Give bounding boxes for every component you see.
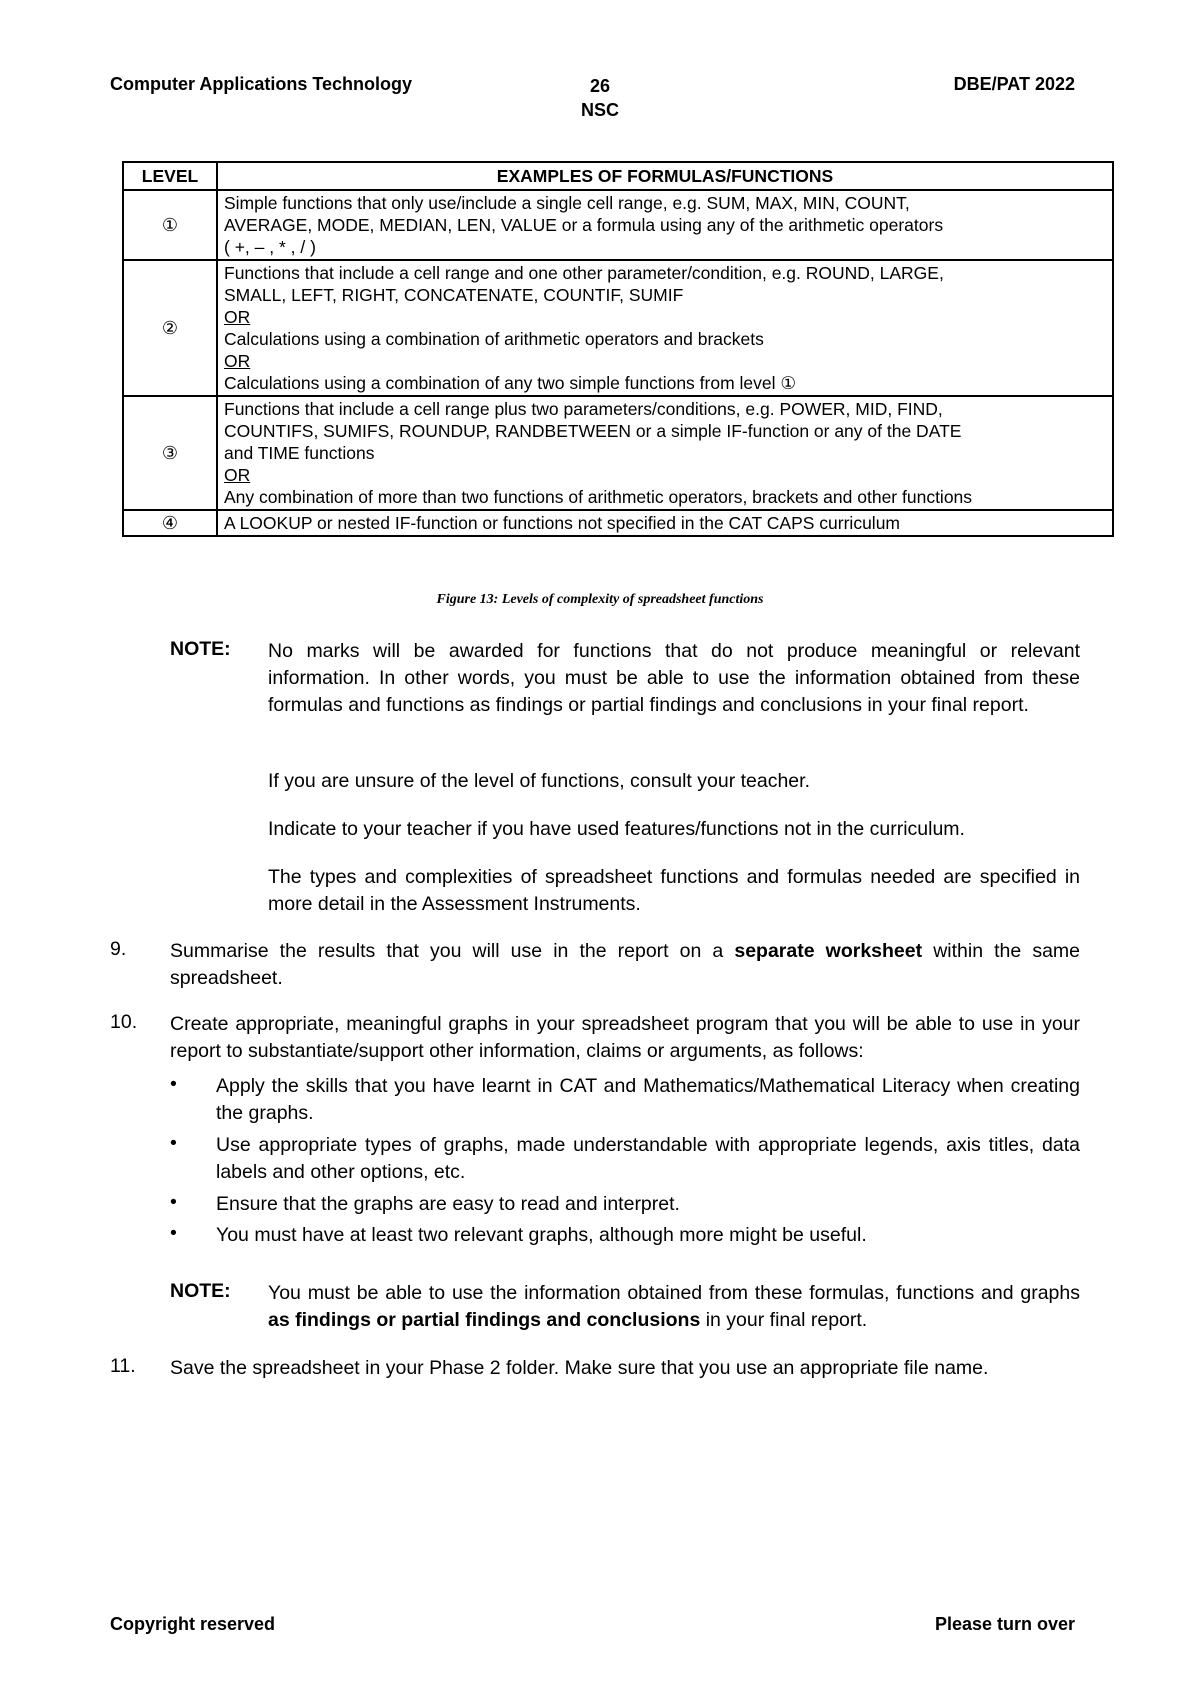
- note-label: NOTE:: [170, 638, 231, 660]
- level-2-line: Functions that include a cell range and one other parameter/condition, e.g. ROUND, LARGE,: [224, 263, 944, 283]
- header-nsc: NSC: [580, 100, 619, 120]
- item-9-text: [170, 938, 1080, 992]
- bullet-icon: •: [170, 1222, 177, 1244]
- function-levels-table: [122, 161, 1114, 537]
- or-separator: OR: [224, 307, 251, 327]
- bullet-icon: •: [170, 1073, 177, 1095]
- or-separator: OR: [224, 351, 251, 371]
- table-row-level-1: [123, 190, 1113, 260]
- level-2-line: SMALL, LEFT, RIGHT, CONCATENATE, COUNTIF, SUMIF: [224, 285, 684, 305]
- level-1-marker: ①: [123, 190, 217, 260]
- level-2-line: Calculations using a combination of any two simple functions from level ①: [224, 373, 797, 393]
- item-9-text-start: Summarise the results that you will use in the report on a: [170, 940, 735, 962]
- footer-turn-over: Please turn over: [934, 1614, 1075, 1634]
- note-2-text-start: You must be able to use the information obtained from these formulas, functions and graphs: [268, 1282, 1080, 1304]
- level-4-line: A LOOKUP or nested IF-function or functions not specified in the CAT CAPS curriculum: [224, 513, 901, 533]
- column-header-level: LEVEL: [123, 162, 217, 190]
- item-number: 9.: [110, 938, 127, 960]
- bullet-icon: •: [170, 1132, 177, 1154]
- level-3-line: Any combination of more than two functions of arithmetic operators, brackets and other functions: [224, 487, 973, 507]
- level-2-marker: ②: [123, 260, 217, 396]
- note-paragraph: If you are unsure of the level of functions, consult your teacher.: [268, 770, 810, 792]
- header-page-number: [560, 74, 640, 122]
- note-paragraph: [268, 1280, 1080, 1334]
- bullet-item: Apply the skills that you have learnt in CAT and Mathematics/Mathematical Literacy when creating the graphs.: [216, 1075, 1080, 1124]
- header-exam-code: DBE/PAT 2022: [953, 74, 1075, 94]
- bullet-icon: •: [170, 1191, 177, 1213]
- note-label: NOTE:: [170, 1280, 231, 1302]
- column-header-examples: EXAMPLES OF FORMULAS/FUNCTIONS: [217, 162, 1113, 190]
- footer-copyright: Copyright reserved: [110, 1614, 276, 1634]
- level-1-line: AVERAGE, MODE, MEDIAN, LEN, VALUE or a formula using any of the arithmetic operators: [224, 215, 944, 235]
- level-2-examples: [217, 260, 1113, 396]
- level-3-line: Functions that include a cell range plus two parameters/conditions, e.g. POWER, MID, FIND,: [224, 399, 943, 419]
- table-header-row: [123, 162, 1113, 190]
- table-row-level-4: [123, 510, 1113, 536]
- note-paragraph: No marks will be awarded for functions that do not produce meaningful or relevant information. In other words, you must be able to use the information obtained from these formulas and functions as findings or partial findings and conclusions in your final report.: [268, 640, 1080, 716]
- table-row-level-3: [123, 396, 1113, 510]
- note-paragraph: The types and complexities of spreadsheet functions and formulas needed are specified in more detail in the Assessment Instruments.: [268, 866, 1080, 915]
- level-1-examples: [217, 190, 1113, 260]
- item-11-text: Save the spreadsheet in your Phase 2 folder. Make sure that you use an appropriate file name.: [170, 1357, 989, 1379]
- item-number: 10.: [110, 1011, 138, 1033]
- level-1-line: ( +, – , * , / ): [224, 237, 316, 257]
- level-3-marker: ③: [123, 396, 217, 510]
- page-number: 26: [589, 76, 611, 96]
- level-4-marker: ④: [123, 510, 217, 536]
- level-3-line: COUNTIFS, SUMIFS, ROUNDUP, RANDBETWEEN or a simple IF-function or any of the DATE: [224, 421, 962, 441]
- level-2-line: Calculations using a combination of arithmetic operators and brackets: [224, 329, 764, 349]
- bullet-item: You must have at least two relevant graphs, although more might be useful.: [216, 1224, 867, 1246]
- figure-caption: Figure 13: Levels of complexity of spreadsheet functions: [436, 592, 764, 607]
- item-number: 11.: [110, 1355, 136, 1377]
- item-10-text: Create appropriate, meaningful graphs in your spreadsheet program that you will be able to use in your report to substantiate/support other information, claims or arguments, as follows:: [170, 1013, 1080, 1062]
- bullet-item: Use appropriate types of graphs, made understandable with appropriate legends, axis titles, data labels and other options, etc.: [216, 1134, 1080, 1183]
- level-1-line: Simple functions that only use/include a single cell range, e.g. SUM, MAX, MIN, COUNT,: [224, 193, 910, 213]
- note-2-bold-text: as findings or partial findings and conclusions: [268, 1309, 701, 1331]
- level-4-examples: [217, 510, 1113, 536]
- header-subject: Computer Applications Technology: [110, 74, 413, 94]
- item-9-text-end: within the same spreadsheet.: [170, 940, 1081, 989]
- note-2-text-end: in your final report.: [700, 1309, 868, 1331]
- level-3-line: and TIME functions: [224, 443, 375, 463]
- bullet-item: Ensure that the graphs are easy to read and interpret.: [216, 1193, 680, 1215]
- or-separator: OR: [224, 465, 251, 485]
- table-row-level-2: [123, 260, 1113, 396]
- note-paragraph: Indicate to your teacher if you have used features/functions not in the curriculum.: [268, 818, 965, 840]
- level-3-examples: [217, 396, 1113, 510]
- item-9-bold-text: separate worksheet: [734, 940, 923, 962]
